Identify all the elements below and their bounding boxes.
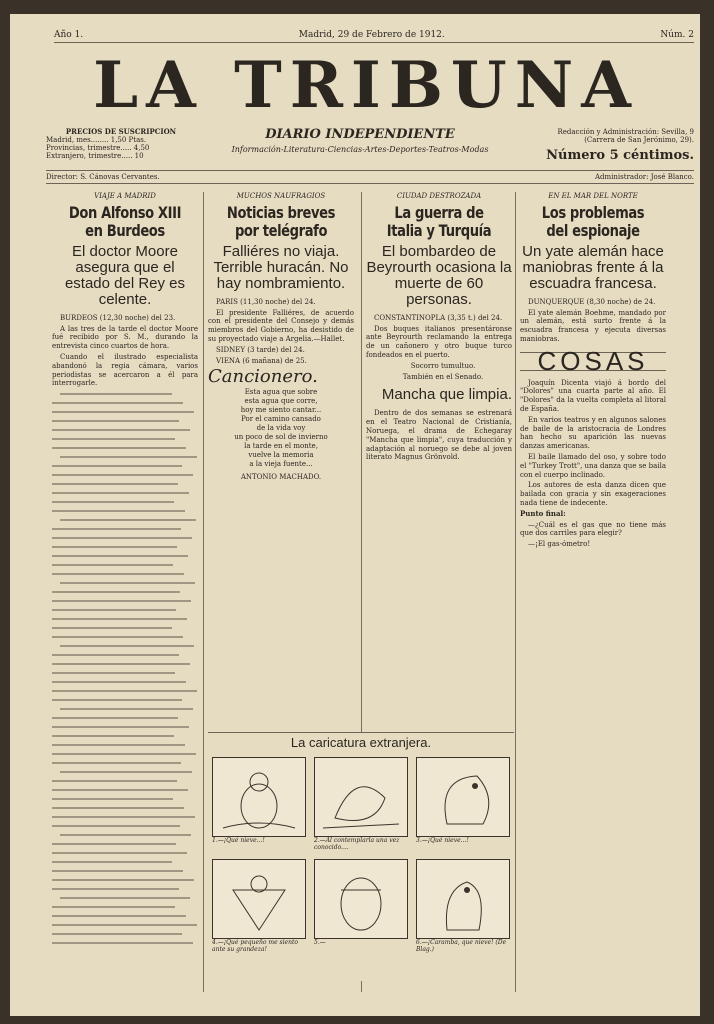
cancionero-title: Cancionero. xyxy=(208,366,318,388)
issue-number: Núm. 2 xyxy=(660,30,694,40)
poem-line: hoy me siento cantar... xyxy=(240,406,322,415)
headline: La guerra de Italia y Turquía xyxy=(386,202,492,240)
paragraph: Dos buques italianos presentáronse ante Beyrourth reclamando la entrega de un cañonero y otro buque turco fondeados en el puerto. xyxy=(366,324,512,359)
administrador: Administrador: José Blanco. xyxy=(595,173,694,181)
penguin-drawing-icon xyxy=(417,860,509,938)
price-per-issue: Número 5 céntimos. xyxy=(546,148,694,163)
paragraph: En varios teatros y en algunos salones de baile de la aristocracia de Londres han hecho su aparición las nuevas danzas americanas. xyxy=(520,415,666,451)
subheading: Socorro tumultuo. xyxy=(410,361,476,370)
punto-final: Punto final: xyxy=(520,508,566,518)
subs-row: Madrid, mes........ 1,50 Ptas. xyxy=(46,136,147,144)
administration-address xyxy=(530,128,694,144)
newspaper-tagline: Información-Literatura-Ciencias-Artes-Deportes-Teatros-Modas xyxy=(231,145,489,154)
kicker: MUCHOS NAUFRAGIOS xyxy=(236,192,326,200)
cosas-title: COSAS xyxy=(520,352,666,371)
headline: Don Alfonso XIII en Burdeos xyxy=(68,202,182,240)
caption: 4.—¡Qué pequeño me siento ante su grandeza! xyxy=(212,939,298,953)
deck: Un yate alemán hace maniobras frente á la escuadra francesa. xyxy=(522,242,664,292)
caricature-panel xyxy=(212,859,306,939)
caricature-panel xyxy=(416,757,510,837)
caricature-panel xyxy=(314,859,408,939)
poem-line: Esta agua que sobre xyxy=(244,388,318,397)
admin-line: (Carrera de San Jerónimo, 29). xyxy=(584,136,694,144)
article-espionaje xyxy=(520,192,666,992)
paragraph: Joaquín Dicenta viajó á bordo del "Dolores" una cuarta parte al año. El "Dolores" da la vuelta completa al litoral de España. xyxy=(520,378,666,413)
kicker: VIAJE A MADRID xyxy=(94,192,156,200)
caption: 2.—Al contemplarla una vez conocido.... xyxy=(314,837,400,851)
deck: El doctor Moore asegura que el estado del Rey es celente. xyxy=(64,242,186,308)
kicker: CIUDAD DESTROZADA xyxy=(396,192,482,200)
paragraph: —¿Cuál es el gas que no tiene más que dos carriles para elegir? xyxy=(520,520,666,538)
deck: Falliéres no viaja. Terrible huracán. No hay nombramiento. xyxy=(213,242,349,292)
penguin-drawing-icon xyxy=(315,758,407,836)
dateline: CONSTANTINOPLA (3,35 t.) del 24. xyxy=(374,313,503,322)
paragraph: A las tres de la tarde el doctor Moore fué recibido por S. M., durando la entrevista cinco cuartos de hora. xyxy=(52,324,198,351)
poem-line: a la vieja fuente... xyxy=(249,460,313,469)
caricature-panel xyxy=(212,757,306,837)
paragraph: El yate alemán Boehme, mandado por un alemán, está surto frente á la escuadra francesa y ejecuta diversas maniobras. xyxy=(520,308,666,343)
subs-row: Provincias, trimestre..... 4,50 xyxy=(46,144,150,152)
column-rule xyxy=(515,192,516,992)
date-line: Madrid, 29 de Febrero de 1912. xyxy=(298,30,445,40)
headline: Noticias breves por telégrafo xyxy=(226,202,336,240)
dateline: SIDNEY (3 tarde) del 24. xyxy=(216,345,305,354)
paragraph: El baile llamado del oso, y sobre todo el "Turkey Trott", una danza que se baila con el cuerpo inclinado. xyxy=(520,452,666,479)
penguin-drawing-icon xyxy=(213,758,305,836)
poem-line: la tarde en el monte, xyxy=(244,442,318,451)
caricature-title: La caricatura extranjera. xyxy=(290,735,432,750)
penguin-drawing-icon xyxy=(417,758,509,836)
article-alfonso xyxy=(52,192,198,992)
newspaper-page xyxy=(10,14,700,1016)
caricature-panel xyxy=(314,757,408,837)
column-rule xyxy=(203,192,204,992)
dateline: DUNQUERQUE (8,30 noche) de 24. xyxy=(528,297,656,306)
dateline: PARIS (11,30 noche) del 24. xyxy=(216,297,316,306)
subs-heading: PRECIOS DE SUSCRIPCION xyxy=(65,127,177,136)
caption: 5.— xyxy=(314,939,326,946)
poem-line: Por el camino cansado xyxy=(241,415,321,424)
text-lines-decoration xyxy=(52,390,198,950)
newspaper-title: LA TRIBUNA xyxy=(93,48,639,123)
penguin-drawing-icon xyxy=(315,860,407,938)
paragraph: Dentro de dos semanas se estrenará en el Teatro Nacional de Cristianía, Noruega, el drama de Echegaray "Mancha que limpia", cuya traducción y adaptación al noruego se debe al joven literato Magnus Grönvold. xyxy=(366,409,512,462)
kicker: EN EL MAR DEL NORTE xyxy=(548,192,638,200)
body-text-lines xyxy=(52,390,198,953)
admin-line: Redacción y Administración: Sevilla, 9 xyxy=(557,128,694,136)
mancha-title: Mancha que limpia. xyxy=(381,386,512,404)
paragraph: —¡El gas-ómetro! xyxy=(528,540,591,549)
issue-year: Año 1. xyxy=(54,30,84,40)
dateline: VIENA (6 mañana) de 25. xyxy=(216,356,307,365)
masthead-topline xyxy=(54,30,694,43)
subs-row: Extranjero, trimestre..... 10 xyxy=(46,152,144,160)
subscription-prices xyxy=(46,128,196,160)
caption: 6.—¡Caramba, que nieve! (De Blag.) xyxy=(416,939,507,953)
poem xyxy=(208,388,354,469)
poem-line: de la vida voy xyxy=(256,424,306,433)
director: Director: S. Cánovas Cervantes. xyxy=(46,173,160,181)
poem-line: un poco de sol de invierno xyxy=(234,433,328,442)
headline: Los problemas del espionaje xyxy=(541,202,645,240)
masthead-footer xyxy=(46,170,694,184)
paragraph: El presidente Falliéres, de acuerdo con el presidente del Consejo y demás miembros del Gobierno, ha desistido de su proyectado viaje a Argelia.—Hallet. xyxy=(208,308,354,343)
paragraph: Cuando el ilustrado especialista abandonó la regia cámara, varios periodistas se acercaron a él para interrogarle. xyxy=(52,352,198,388)
paragraph: Los autores de esta danza dicen que bailada con gracia y sin exageraciones nada tiene de indecente. xyxy=(520,481,666,507)
poem-line: esta agua que corre, xyxy=(244,397,318,406)
subheading: También en el Senado. xyxy=(402,372,484,381)
caricature-panel xyxy=(416,859,510,939)
newspaper-subtitle: DIARIO INDEPENDIENTE xyxy=(265,127,455,142)
caricature-section xyxy=(208,732,514,981)
dateline: BURDEOS (12,30 noche) del 23. xyxy=(60,313,176,322)
poem-author: ANTONIO MACHADO. xyxy=(240,473,322,482)
deck: El bombardeo de Beyrourth ocasiona la muerte de 60 personas. xyxy=(366,242,512,308)
caption: 1.—¡Qué nieve...! xyxy=(212,837,265,844)
penguin-drawing-icon xyxy=(213,860,305,938)
caption: 3.—¡Qué nieve...! xyxy=(416,837,469,844)
poem-line: vuelve la memoria xyxy=(248,451,314,460)
